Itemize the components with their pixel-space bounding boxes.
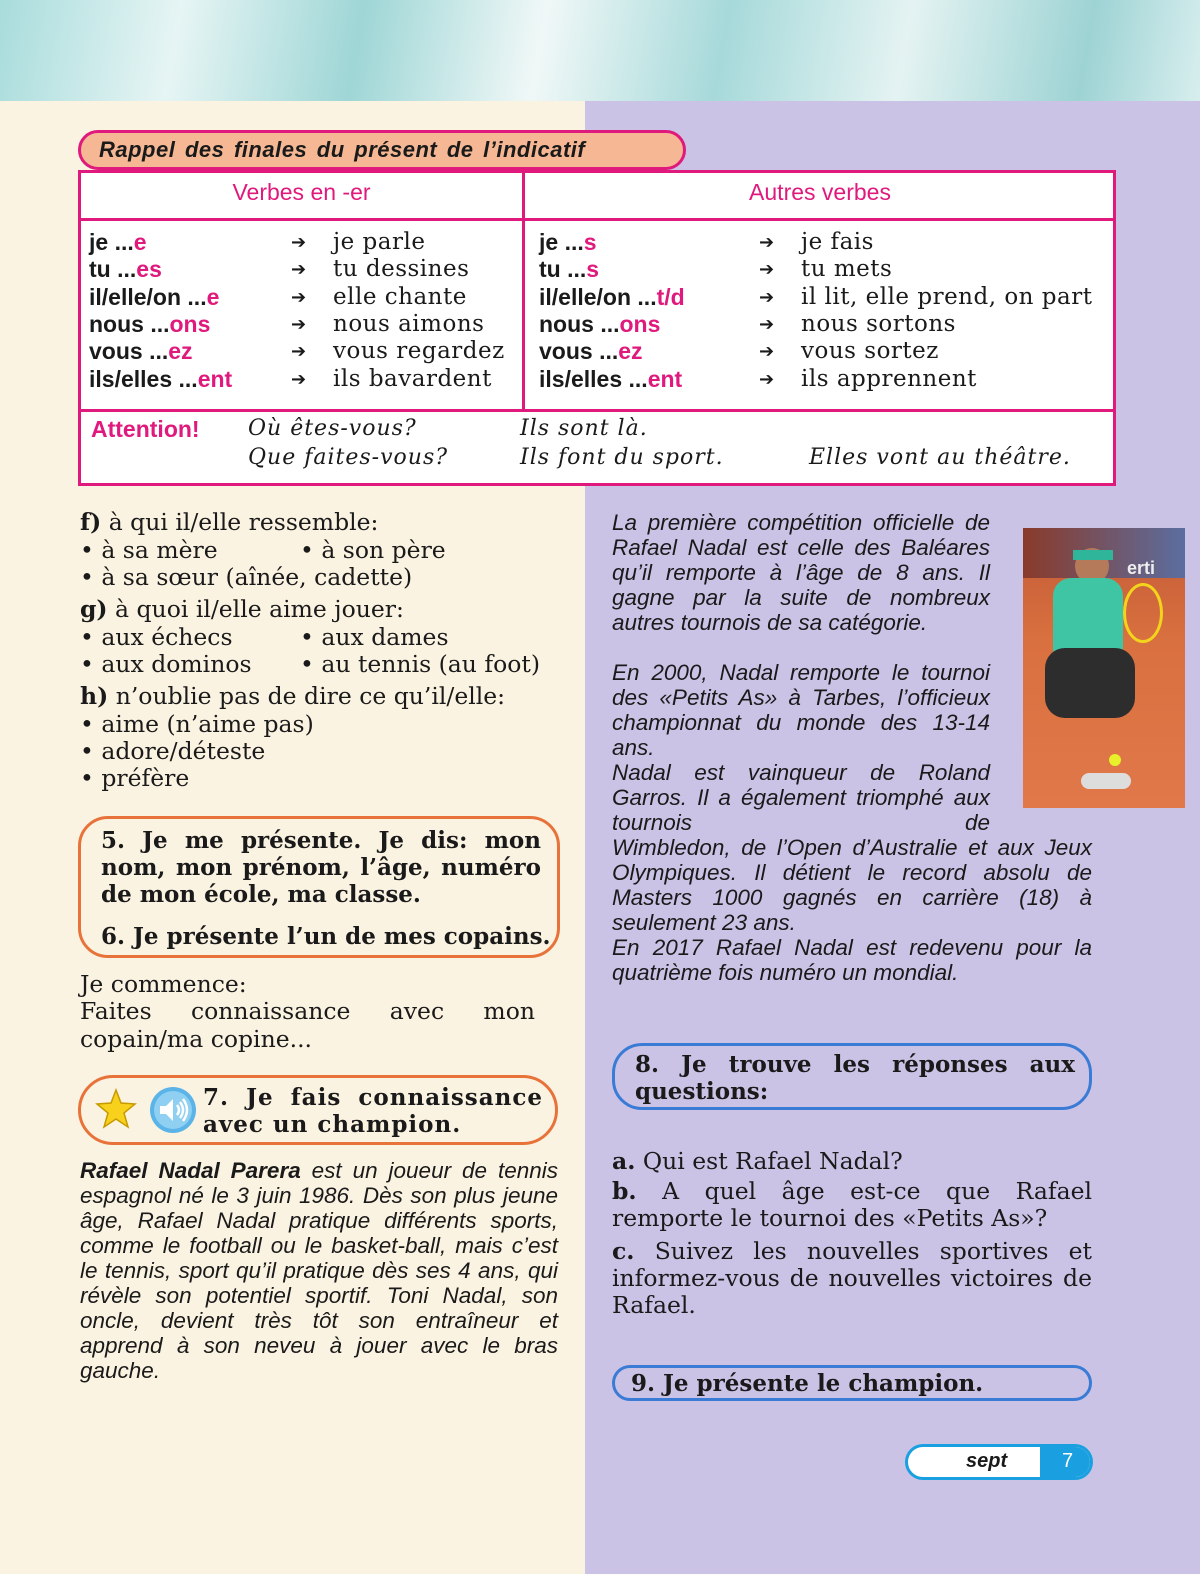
list-item: • à son père	[300, 536, 446, 564]
list-item: • à sa mère	[80, 536, 218, 564]
column-divider	[522, 173, 525, 411]
conjugation-table	[78, 170, 1116, 486]
questions-list	[612, 1148, 1092, 1319]
example-verb: nous sortons	[801, 310, 956, 337]
pronoun-ending: il/elle/on ...e	[89, 283, 220, 310]
section-title: Rappel des finales du présent de l’indicatif	[78, 130, 686, 170]
bio-paragraph: Rafael Nadal Parera est un joueur de tennis espagnol né le 3 juin 1986. Dès son plus jeune âge, Rafael Nadal pratique différents sports, comme le football ou le basket-ball, mais c’est le tennis, sport qu’il pratique dès ses 4 ans, qui révèle son potentiel sportif. Toni Nadal, son oncle, devient très tôt son entraîneur et apprend à son neveu à jouer avec le bras gauche.	[80, 1158, 558, 1383]
arrow-icon: ➔	[759, 259, 775, 281]
attention-example: Ils sont là.	[520, 416, 648, 441]
exercise-box-5-6	[78, 816, 560, 958]
item-g: g) à quoi il/elle aime jouer:	[80, 595, 404, 623]
pronoun-ending: je ...e	[89, 229, 147, 255]
bio-right-paragraph-4: En 2017 Rafael Nadal est redevenu pour la quatrième fois numéro un mondial.	[612, 935, 1092, 985]
page-number-badge	[905, 1444, 1093, 1480]
pronoun-ending: vous ...ez	[89, 338, 193, 365]
bio-right-paragraph-3b: Wimbledon, de l’Open d’Australie et aux Jeux Olympiques. Il détient le record absolu de Masters 1000 gagnés en carrière (18) à seulement 23 ans.	[612, 835, 1092, 935]
exercise-8: 8. Je trouve les réponses aux questions:	[635, 1051, 1075, 1105]
pronoun-ending: tu ...es	[89, 256, 162, 283]
arrow-icon: ➔	[291, 368, 307, 390]
page-word: sept	[966, 1450, 1008, 1472]
arrow-icon: ➔	[759, 313, 775, 335]
list-item: • au tennis (au foot)	[300, 650, 541, 678]
col-header-autres: Autres verbes	[749, 179, 891, 205]
example-verb: tu dessines	[333, 256, 470, 283]
list-item: • adore/déteste	[80, 737, 266, 765]
attention-example: Ils font du sport.	[520, 445, 724, 470]
exercise-box-9	[612, 1365, 1092, 1401]
example-verb: vous sortez	[801, 338, 939, 365]
nadal-photo: erti	[1023, 528, 1185, 808]
bio-right-paragraph-2: En 2000, Nadal remporte le tournoi des «Petits As» à Tarbes, l’officieux championnat du monde des 13-14 ans.	[612, 660, 990, 760]
list-item: • aux échecs	[80, 623, 233, 651]
exercise-9: 9. Je présente le champion.	[631, 1370, 984, 1397]
exercise-5: 5. Je me présente. Je dis: mon nom, mon prénom, l’âge, numéro de mon école, ma classe.	[101, 827, 541, 908]
arrow-icon: ➔	[759, 368, 775, 390]
example-verb: il lit, elle prend, on part	[801, 283, 1093, 310]
arrow-icon: ➔	[759, 286, 775, 308]
list-item: • préfère	[80, 764, 190, 792]
header-divider	[81, 218, 1113, 221]
arrow-icon: ➔	[291, 341, 307, 363]
list-item: • aux dominos	[80, 650, 252, 678]
question-b: b. A quel âge est-ce que Rafael remporte le tournoi des «Petits As»?	[612, 1177, 1092, 1232]
exercise-box-7	[78, 1075, 558, 1145]
exercise-box-8	[612, 1043, 1092, 1110]
question-a: a. Qui est Rafael Nadal?	[612, 1147, 903, 1175]
pronoun-ending: tu ...s	[539, 256, 600, 283]
item-h: h) n’oublie pas de dire ce qu’il/elle:	[80, 682, 506, 710]
arrow-icon: ➔	[291, 286, 307, 308]
commence-text: Faites connaissance avec mon copain/ma copine...	[80, 997, 535, 1053]
pronoun-ending: il/elle/on ...t/d	[539, 283, 685, 310]
arrow-icon: ➔	[291, 232, 307, 253]
example-verb: elle chante	[333, 283, 467, 310]
example-verb: vous regardez	[333, 338, 505, 365]
example-verb: tu mets	[801, 256, 893, 283]
attention-label: Attention!	[91, 416, 200, 442]
pronoun-ending: je ...s	[539, 229, 597, 255]
star-icon	[95, 1088, 137, 1130]
item-f: f) à qui il/elle ressemble:	[80, 508, 379, 536]
example-verb: je fais	[801, 229, 874, 255]
pronoun-ending: ils/elles ...ent	[89, 365, 233, 392]
exercise-6: 6. Je présente l’un de mes copains.	[101, 923, 551, 950]
example-verb: je parle	[333, 229, 426, 255]
audio-speaker-icon[interactable]	[149, 1086, 197, 1134]
header-banner	[0, 0, 1200, 101]
commence-label: Je commence:	[80, 970, 247, 998]
attention-example: Où êtes-vous?	[248, 416, 417, 441]
example-verb: ils apprennent	[801, 365, 977, 392]
example-verb: nous aimons	[333, 310, 485, 337]
page-number: 7	[1040, 1447, 1093, 1479]
attention-example: Elles vont au théâtre.	[809, 445, 1071, 470]
attention-divider	[81, 409, 1113, 412]
col-header-er: Verbes en -er	[232, 179, 371, 205]
arrow-icon: ➔	[759, 232, 775, 253]
pronoun-ending: ils/elles ...ent	[539, 365, 683, 392]
bio-right-paragraph-3a: Nadal est vainqueur de Roland Garros. Il a également triomphé aux tournois de	[612, 760, 990, 835]
list-item: • aime (n’aime pas)	[80, 710, 314, 738]
bio-right-paragraph-1: La première compétition officielle de Rafael Nadal est celle des Baléares qu’il remporte à l’âge de 8 ans. Il gagne par la suite de nombreux autres tournois de sa catégorie.	[612, 510, 990, 635]
arrow-icon: ➔	[291, 259, 307, 281]
pronoun-ending: nous ...ons	[89, 310, 211, 337]
arrow-icon: ➔	[759, 341, 775, 363]
exercise-7: 7. Je fais connaissance avec un champion.	[203, 1084, 543, 1138]
example-verb: ils bavardent	[333, 365, 492, 392]
attention-example: Que faites-vous?	[248, 445, 449, 470]
pronoun-ending: nous ...ons	[539, 310, 661, 337]
arrow-icon: ➔	[291, 313, 307, 335]
list-item: • aux dames	[300, 623, 449, 651]
question-c: c. Suivez les nouvelles sportives et informez-vous de nouvelles victoires de Rafael.	[612, 1237, 1092, 1319]
pronoun-ending: vous ...ez	[539, 338, 643, 365]
list-item: • à sa sœur (aînée, cadette)	[80, 563, 413, 591]
